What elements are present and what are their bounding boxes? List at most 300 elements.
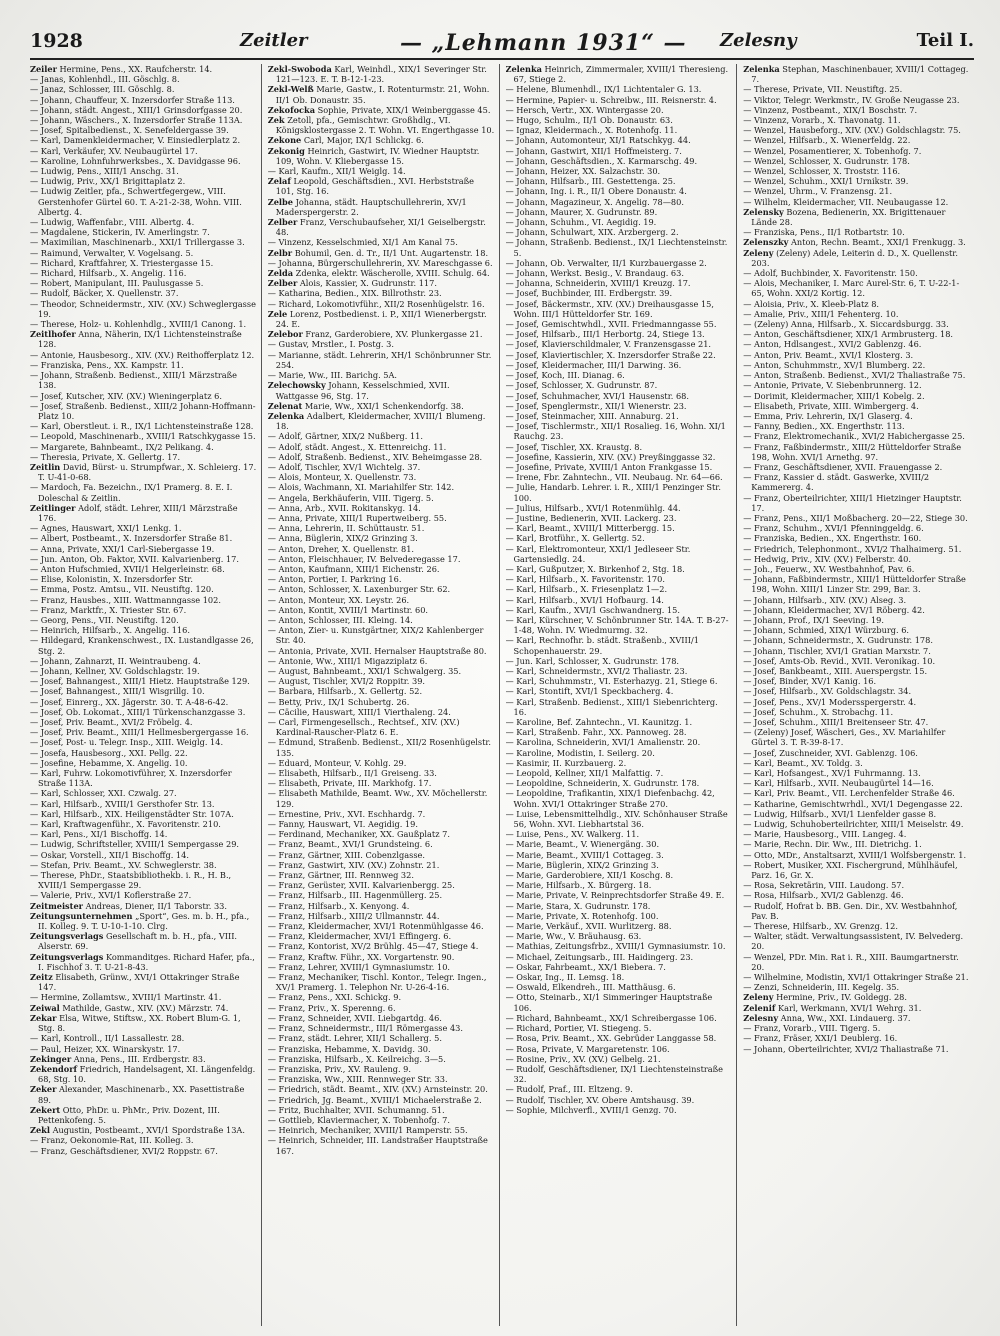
entry-surname: Zekert [30,1104,61,1115]
directory-entry: — Alois, Monteur, X. Quellenstr. 73. [267,472,417,483]
directory-entry: — Anton, Schlosser, III. Kleing. 14. [267,614,413,625]
directory-entry: — Franz, Priv., X. Sperenng. 6. [267,1002,396,1013]
directory-entry: — Johanna, Schneiderin, XVIII/1 Kreuzg. 17. [505,278,691,289]
directory-entry: Zelenat Marie, Ww., XXI/1 Schenkendorfg. 38. [267,400,464,411]
directory-entry: Zekl-Welß Marie, Gastw., I. Rotenturmstr. 21, Wohn. II/1 Ob. Donaustr. 35. [267,84,490,105]
directory-entry: Zekofocka Sophie, Private, XIX/1 Weinberggasse 45. [267,104,491,115]
directory-entry: — August, Tischler, XVI/2 Roppitr. 39. [267,676,426,687]
directory-entry: — Fanny, Hauswart, VI. Aegidig. 19. [267,819,418,830]
part-label: Teil I. [916,30,974,51]
directory-entry: — Joh., Feuerw., XV. Westbahnhof, Pav. 6. [743,563,915,574]
directory-entry: — Marie, Hausbesorg., VIII. Langeg. 4. [743,829,907,840]
directory-entry: — Karl, Gußputzer, X. Birkenhof 2, Stg. 18. [505,563,685,574]
page-year: 1928 [30,30,83,52]
directory-entry: — Jun. Karl, Schlosser, X. Gudrunstr. 178. [505,655,680,666]
directory-entry: — Franz, Geschäftsdiener, XVI/2 Roppstr. 67. [30,1145,218,1156]
directory-entry: — Josef, Schuhmacher, XVI/1 Hausenstr. 68. [505,390,689,401]
directory-entry: Zelaf Leopold, Geschäftsdien., XVI. Herbststraße 101, Stg. 16. [267,176,474,197]
directory-entry: — Wenzel, PDr. Min. Rat i. R., XIII. Baumgartnerstr. 20. [743,951,959,972]
directory-entry: — Johann, Schulwart, XIX. Arzbergerg. 2. [505,227,679,238]
directory-entry: Zekendorf Friedrich, Handelsagent, XI. Längenfeldg. 68, Stg. 10. [30,1063,256,1085]
directory-entry: — Josef, Einrerg., XX. Jägerstr. 30. T. A-48-6-42. [30,696,229,707]
directory-entry: — Franz, Mechaniker, Tischl. Kontor., Telegr. Ingen., XV/1 Pramerg. 1. Telephon Nr. U-26-4-16. [267,972,487,993]
directory-entry: — Sophie, Milchverfl., XVIII/1 Genzg. 70. [505,1104,677,1115]
directory-entry: — Ludwig, Hilfsarb., XVI/1 Lienfelder gasse 8. [743,808,937,819]
directory-entry: — Gottlieb, Klaviermacher, X. Tobenhofg. 7. [267,1114,450,1125]
entry-surname: Zekofocka [267,104,316,115]
directory-entry: — Franz, Pens., XXI. Schickg. 9. [267,992,402,1003]
directory-entry: Zelenka Heinrich, Zimmermaler, XVIII/1 Theresieng. 67, Stiege 2. [505,64,729,85]
directory-entry: — Marie, Garderobiere, XII/1 Koschg. 8. [505,870,674,881]
directory-entry: — Franz, Gärtner, XIII. Cobenzlgasse. [267,849,425,860]
directory-entry: — Johann, Gastwirt, XII/1 Hoffmeisterg. 7. [505,145,682,156]
directory-entry: — Karl, Verkäufer, XV. Neubaugürtel 17. [30,145,198,156]
directory-entry: — Robert, Manipulant, III. Paulusgasse 5. [30,278,204,289]
directory-entry: — Anna, Büglerin, XIX/2 Grinzing 3. [267,533,418,544]
directory-entry: — Johann, Wäschers., X. Inzersdorfer Straße 113A. [30,115,243,126]
directory-entry: — Johann, Automonteur, XI/1 Ratschkyg. 44. [505,135,691,146]
entry-surname: Zekl [30,1125,50,1136]
directory-entry: — Franz, Kraftw. Führ., XX. Vorgartenstr. 90. [267,951,455,962]
directory-entry: — Wenzel, Posamentierer, X. Tobenhofg. 7. [743,145,922,156]
directory-entry: Zeitmeister Andreas, Diener, II/1 Taborstr. 33. [30,900,227,911]
directory-entry: — Rudolf, Geschäftsdiener, IX/1 Liechtensteinstraße 32. [505,1063,723,1085]
directory-entry: — Cäcilie, Hauswart, XIII/1 Vierthaleng. 24. [267,706,451,717]
directory-entry: — Anton, Dreher, X. Quellenstr. 81. [267,543,415,554]
directory-entry: Zelbe Johanna, städt. Hauptschullehrerin, XV/1 Maderspergerstr. 2. [267,196,467,217]
directory-entry: Zek Zetoll, pfa., Gemischtwr. Großhdlg., VI. Königsklostergasse 2. T. Wohn. VI. Engerthgasse 10. [267,115,495,136]
directory-entry: — Fritz, Buchhalter, XVII. Schumanng. 51. [267,1104,445,1115]
entry-surname: Zelaf [267,176,291,187]
directory-entry: — Franz, Schneider, XVII. Liebgartdg. 46. [267,1012,442,1023]
directory-entry: — Justine, Bedienerin, XVII. Lackerg. 23. [505,512,677,523]
directory-entry: — Johann, Geschäftsdien., X. Karmarschg. 49. [505,155,698,166]
directory-entry: — Vinzenz, Vorarb., X. Thavonatg. 11. [743,115,901,126]
directory-entry: — Franz, Oberteilrichter, XIII/1 Hietzinger Hauptstr. 17. [743,492,962,513]
directory-entry: — Hersch, Vertr., XX. Wintergasse 20. [505,104,664,115]
directory-entry: — Johann, Faßbindermstr., XIII/1 Hütteldorfer Straße 198, Wohn. XIII/1 Linzer Str. 299, Bar. 3. [743,574,966,595]
directory-entry: — Wenzel, Schlosser, X. Gudrunstr. 178. [743,155,910,166]
directory-entry: — Franz, Beamt., XVI/1 Grundsteing. 6. [267,839,433,850]
directory-entry: — Franz, Vorarb., VIII. Tigerg. 5. [743,1023,881,1034]
directory-entry: — Heinrich, Mechaniker, XVIII/1 Ramperstr. 55. [267,1125,468,1136]
directory-entry: — Johann, Chauffeur, X. Inzersdorfer Straße 113. [30,94,235,105]
directory-entry: — Josefa, Hausbesorg., XXI. Pellg. 22. [30,747,188,758]
directory-entry: — Anton, Monteur, XX. Leystr. 26. [267,594,410,605]
directory-entry: — Marie, Verkäuf., XVII. Wurlitzerg. 88. [505,921,672,932]
directory-entry: — Friedrich, Jg. Beamt., XVIII/1 Michaelerstraße 2. [267,1094,482,1105]
directory-entry: Zelda Zdenka, elektr. Wäscherolle, XVIII. Schulg. 64. [267,268,490,279]
directory-entry: — Marie, Rechn. Dir. Ww., III. Dietrichg. 1. [743,839,922,850]
directory-entry: — Emma, Postz. Amtsu., VII. Neustiftg. 120. [30,584,214,595]
directory-entry: — Antonie, Hausbesorg., XIV. (XV.) Reithofferplatz 12. [30,349,255,360]
directory-entry: — Josef, Spitalbedienst., X. Senefeldergasse 39. [30,125,229,136]
entry-surname: Zeiler [30,64,57,74]
directory-column [30,64,262,1326]
directory-entry: Zekar Elsa, Witwe, Stiftsw., XX. Robert Blum-G. 1, Stg. 8. [30,1012,241,1034]
directory-entry: — Betty, Priv., IX/1 Schubertg. 26. [267,696,410,707]
entry-surname: Zelensky [743,206,784,217]
directory-entry: Zeitlin David, Bürst- u. Strumpfwar., X. Schleierg. 17. T. U-41-0-68. [30,461,257,483]
directory-entry: — Viktor, Telegr. Werkmstr., IV. Große Neugasse 23. [743,94,960,105]
directory-entry: Zeitungsverlags Kommanditges. Richard Hafer, pfa., I. Fischhof 3. T. U-21-8-43. [30,951,255,972]
directory-entry: — Alois, Wachmann, XI. Mariahilfer Str. 142. [267,482,455,493]
directory-entry: Zeitlinger Adolf, städt. Lehrer, XIII/1 Märzstraße 176. [30,502,238,523]
directory-entry: — Franz, Hilfsarb., III. Hagenmüllerg. 25. [267,890,443,901]
directory-entry: — Franz, Schneidermstr., III/1 Römergasse 43. [267,1023,463,1034]
directory-entry: — Anton, Straßenb. Bedienst., XVI/2 Thaliastraße 75. [743,370,966,381]
entry-surname: Zelber [267,278,298,289]
directory-entry: — Johann, Magazineur, X. Angelig. 78—80. [505,196,684,207]
directory-entry: — Franz, Oekonomie-Rat, III. Kolleg. 3. [30,1135,194,1146]
directory-entry: — Rosa, Hilfsarb., XVI/2 Gablenzg. 46. [743,890,904,901]
directory-entry: — Edmund, Straßenb. Bedienst., XII/2 Rosenhügelstr. 135. [267,737,492,758]
directory-entry: Zekert Otto, PhDr. u. PhMr., Priv. Dozent, III. Pettenkofeng. 5. [30,1104,220,1125]
entry-surname: Zelenszky [743,237,789,248]
directory-entry: — Wilhelm, Kleidermacher, VII. Neubaugasse 12. [743,196,949,207]
directory-entry: — Karoline, Lohnfuhrwerksbes., X. Davidgasse 96. [30,155,241,166]
directory-entry: — Karl, Beamt., XV. Toldg. 3. [743,757,863,768]
directory-entry: — Karl, Hilfsarb., X. Favoritenstr. 170. [505,574,665,585]
directory-entry: — Vinzenz, Postbeamt., XIX/1 Boschstr. 7. [743,104,918,115]
directory-entry: — Johann, Oberteilrichter, XVI/2 Thaliastraße 71. [743,1043,949,1054]
directory-entry: — Ludwig, Priv., XX/1 Brigittaplatz 2. [30,176,186,187]
directory-entry: — Karl, Priv. Beamt., VII. Lerchenfelder Straße 46. [743,788,955,799]
directory-entry: — Oswald, Elkendreh., III. Matthäusg. 6. [505,982,676,993]
directory-entry: — Heinrich, Schneider, III. Landstraßer Hauptstraße 167. [267,1135,488,1156]
directory-entry: — Karl, Damenkleidermacher, V. Einsiedlerplatz 2. [30,135,241,146]
directory-entry: — Anton, Portier, I. Parkring 16. [267,574,402,585]
directory-entry: — Elisabeth, Private, XIII. Wimbergerg. 4. [743,400,919,411]
directory-entry: — Therese, Private, VII. Neustiftg. 25. [743,84,903,95]
directory-entry: — Karl, Schlosser, XXI. Czwalg. 27. [30,788,177,799]
entry-surname: Zekl-Welß [267,84,314,95]
directory-entry: — Leopold, Maschinenarb., XVIII/1 Ratschkygasse 15. [30,431,256,442]
directory-entry: — Leopoldine, Trafikantin, XIX/1 Diefenbachg. 42, Wohn. XVI/1 Ottakringer Straße 270. [505,788,715,809]
directory-entry: — Josef, Pens., XV/1 Modersspergerstr. 4. [743,696,917,707]
directory-entry: — Karl, Kaufm., XII/1 Weiglg. 14. [267,166,406,177]
directory-entry: — Elise, Kolonistin, X. Inzersdorfer Str. [30,574,193,585]
directory-entry: — Hermine, Zollamtsw., XVIII/1 Martinstr. 41. [30,992,222,1003]
directory-entry: — Wenzel, Hausbeforg., XIV. (XV.) Goldschlagstr. 75. [743,125,961,136]
directory-entry: — Marie, Ww., III. Barichg. 5A. [267,370,398,381]
directory-entry: — Franziska, Hilfsarb., X. Keilreichg. 3—5. [267,1053,446,1064]
directory-entry: Zeiwal Mathilde, Gastw., XIV. (XV.) Märzstr. 74. [30,1002,229,1013]
directory-entry: — Karl, Hilfsarb., X. Friesenplatz 1—2. [505,584,668,595]
directory-entry: — Josef, Kleidermacher, III/1 Darwing. 36. [505,359,682,370]
directory-entry: — Josef, Priv. Beamt., XVI/2 Fröbelg. 4. [30,717,193,727]
directory-entry: — Elisabeth, Hilfsarb., II/1 Greiseng. 33. [267,768,437,779]
directory-entry: — Franziska, Ww., XIII. Rennweger Str. 33. [267,1074,448,1085]
directory-entry: — Amalie, Priv., XIII/1 Fehenterg. 10. [743,308,899,319]
directory-entry: — Josef, Amts-Ob. Revid., XVII. Veronikag. 10. [743,655,936,666]
directory-entry: — Josefine, Private, XVIII/1 Anton Frankgasse 15. [505,461,713,472]
directory-entry: — Josef, Ob. Lokomat., XIII/1 Türkenschanzgasse 3. [30,706,246,717]
directory-entry: — Antonia, Private, XVII. Hernalser Hauptstraße 80. [267,645,487,656]
directory-entry: — Mathias, Zeitungsfrbz., XVIII/1 Gymnasiumstr. 10. [505,941,726,952]
directory-entry: — Eduard, Monteur, V. Kohlg. 29. [267,757,407,768]
directory-entry: — Franz, städt. Lehrer, XII/1 Schallerg. 5. [267,1033,442,1044]
entry-surname: Zelber [267,217,298,228]
directory-entry: — Franz, Gärtner, III. Rennweg 32. [267,870,414,881]
directory-entry: — Antonie, Ww., XIII/1 Migazziplatz 6. [267,655,428,666]
directory-entry: — Jun. Anton, Ob. Faktor, XVII. Kalvarienberg. 17. [30,553,239,564]
directory-entry: — Franz, Gerüster, XVII. Kalvarienbergg. 25. [267,880,455,891]
directory-entry: — Johann, Heizer, XX. Salzachstr. 30. [505,166,661,177]
directory-entry: — Hedwig, Priv., XIV. (XV.) Felberstr. 40. [743,553,911,564]
directory-entry: — Josef, Tischler, XX. Kraustg. 8. [505,441,643,452]
directory-entry: — Rudolf, Praf., III. Eltzeng. 9. [505,1084,633,1095]
directory-entry: — Karl, Hilfsarb., XIX. Heiligenstädter Str. 107A. [30,808,234,819]
directory-entry: — Rosine, Priv., XV. (XV.) Gelbelg. 21. [505,1053,661,1064]
directory-entry: — Johann, Schneidermstr., X. Gudrunstr. 178. [743,635,933,646]
entry-surname: Zek [267,115,285,126]
entry-surname: Zelda [267,268,294,279]
directory-entry: — Josef, Schlosser, X. Gudrunstr. 87. [505,380,658,391]
directory-entry: — Anton, Kontit, XVIII/1 Martinstr. 60. [267,604,429,615]
directory-entry: — Karoline, Modistin, I. Seilerg. 20. [505,747,655,758]
directory-entry: — Therese, Holz- u. Kohlenhdlg., XVIII/1 Canong. 1. [30,319,247,330]
directory-entry: — Hermine, Papier- u. Schreibw., III. Reisnerstr. 4. [505,94,717,105]
directory-entry: Zelber Franz, Verschubaufseher, XI/1 Geiselbergstr. 48. [267,217,486,238]
directory-column [506,64,738,1326]
directory-entry: — Marie, Beamt., V. Wienergäng. 30. [505,839,660,850]
directory-entry: — Marianne, städt. Lehrerin, XH/1 Schönbrunner Str. 254. [267,349,492,370]
directory-entry: — Raimund, Verwalter, V. Vogelsang. 5. [30,247,194,258]
page-header [30,26,974,60]
entry-surname: Zeleny [743,992,774,1003]
directory-entry: — Richard, Lokomotivführ., XII/2 Rosenhügelstr. 16. [267,298,485,309]
directory-entry: — Janas, Kohlenhdl., III. Göschlg. 8. [30,74,180,85]
directory-entry: — Stefan, Priv. Beamt., XV. Schweglerstr. 38. [30,859,217,870]
directory-entry: — Karl, Hofsangest., XV/1 Fuhrmanng. 13. [743,768,921,779]
directory-entry: Zeitlhofer Anna, Näherin, IX/1 Lichtensteinstraße 128. [30,329,242,350]
last-entry-word: Zelesny [720,30,797,51]
entry-surname: Zekendorf [30,1063,78,1074]
directory-entry: — Franz, Kleidermacher, XVI/1 Effingerg. 6. [267,931,452,942]
directory-entry: — Johann, Straßenb. Bedienst., XIII/1 Märzstraße 138. [30,370,237,391]
directory-entry: — Marie, Stara, X. Gudrunstr. 178. [505,900,651,911]
directory-entry: — Anton, Schlosser, X. Laxenburger Str. 62. [267,584,451,595]
directory-entry: — Josef, Schuhm., XIII/1 Breitenseer Str. 47. [743,717,929,727]
directory-entry: — Josef, Hilfsarb., III/1 Herbortg. 24, Stiege 13. [505,329,705,340]
entry-surname: Zelenif [743,1002,776,1013]
directory-entry: — Rosa, Private, V. Margaretenstr. 106. [505,1043,670,1054]
directory-entry: — Rudolf, Bäcker, X. Quellenstr. 37. [30,288,179,299]
directory-entry: — Mardoch, Fa. Bezeichn., IX/1 Pramerg. 8. E. I. Doleschal & Zeitlin. [30,482,233,503]
directory-entry: — Oskar, Ing., II. Lemsg. 18. [505,972,625,983]
directory-entry: — Anton, Priv. Beamt., XVI/1 Klosterg. 3. [743,349,914,360]
directory-entry: — Anton, Zier- u. Kunstgärtner, XIX/2 Kahlenberger Str. 40. [267,625,484,646]
entry-surname: Zelechowsky [267,380,326,391]
directory-entry: — Magdalene, Stickerin, IV. Amerlingstr. 7. [30,227,210,238]
directory-entry: — Katharina, Bedien., XIX. Billrothstr. 23. [267,288,442,299]
directory-entry: Zekl-Swoboda Karl, Weinhdl., XIX/1 Severinger Str. 121—123. E. T. B-12-1-23. [267,64,487,85]
directory-entry: — Vinzenz, Kesselschmied, XI/1 Am Kanal 75. [267,237,458,248]
entry-surname: Zeker [30,1084,57,1095]
directory-entry: — Rosa, Sekretärin, VIII. Laudong. 57. [743,880,905,891]
directory-entry: — Johann, Hilfsarb., XIV. (XV.) Alseg. 3. [743,594,907,605]
directory-entry: — Karl, Beamt., XVIII/1 Mitterbergg. 15. [505,523,675,534]
directory-entry: — Johann, Schuhm., VI. Aegidig. 19. [505,217,657,228]
directory-entry: — Julie, Handarb. Lehrer. i. R., XIII/1 Penzinger Str. 100. [505,482,721,503]
directory-entry: — Ludwig, Pens., XIII/1 Anschg. 31. [30,166,179,177]
directory-entry: — Fanny, Bedien., XX. Engerthstr. 113. [743,421,905,432]
directory-entry: — Franz, Hilfsarb., X. Kenyong. 4. [267,900,410,911]
directory-entry: — Kasimir, II. Kurzbauerg. 2. [505,757,627,768]
publication-title: — „Lehmann 1931“ — [400,30,687,56]
entry-surname: Zelenka [505,64,542,74]
directory-entry: — Dorimit, Kleidermacher, XIII/1 Kobelg. 2. [743,390,925,401]
directory-entry: — Antonie, Private, V. Siebenbrunnerg. 12. [743,380,922,391]
entry-surname: Zekinger [30,1053,72,1064]
directory-entry: — Karolina, Schneiderin, XVI/1 Amalienstr. 20. [505,737,701,748]
entry-surname: Zeitlhofer [30,329,76,340]
directory-entry: — Oskar, Fahrbeamt., XX/1 Biebera. 7. [505,961,666,972]
directory-entry: — Wilhelmine, Modistin, XVI/1 Ottakringer Straße 21. [743,972,969,983]
directory-entry: Zelebor Franz, Garderobiere, XV. Plunkergasse 21. [267,329,483,340]
entry-surname: Zeitz [30,972,53,983]
directory-entry: — Ignaz, Kleidermach., X. Rotenhofg. 11. [505,125,678,136]
directory-entry: Zekl Augustin, Postbeamt., XVI/1 Spordstraße 13A. [30,1125,245,1136]
directory-entry: Zelenszky Anton, Rechn. Beamt., XXI/1 Frenkugg. 3. [743,237,966,248]
directory-entry: — Anton, Schuhmmstr., XV/1 Blumberg. 22. [743,359,926,370]
directory-entry: — Marie, Beamt., XVIII/1 Cottageg. 3. [505,849,664,860]
directory-entry: Zelechowsky Johann, Kesselschmied, XVII. Wattgasse 96, Stg. 17. [267,380,450,401]
directory-entry: — Josef, Bahnangest., XIII/1 Wisgrillg. 10. [30,686,205,697]
directory-entry: Zeleny Hermine, Priv., IV. Goldegg. 28. [743,992,907,1003]
directory-entry: — Josef, Gemischtwhdl., XVII. Friedmanngasse 55. [505,319,717,330]
entry-surname: Zeitungsunternehmen [30,910,133,921]
directory-entry: — Franz, Schuhm., XVI/1 Pfenninggeldg. 6. [743,523,924,534]
directory-entry: — Carl, Firmengesellsch., Rechtsef., XIV. (XV.) Kardinal-Rauscher-Platz 6. E. [267,717,460,738]
directory-entry: — Emma, Priv. Lehrerin, IX/1 Glaserg. 4. [743,410,913,421]
directory-entry: — Hildegard, Krankenschwest., IX. Lustandlgasse 26, Stg. 2. [30,635,254,656]
directory-entry: — Karl, Schuhmmstr., VI. Esterhazyg. 21, Stiege 6. [505,676,718,687]
directory-entry: — Therese, PhDr., Staatsbibliothekb. i. R., H. B., XVIII/1 Sempergasse 29. [30,870,232,891]
entry-surname: Zelbr [267,247,293,258]
directory-entry: — Irene, Fbr. Zahntechn., VII. Neubaug. Nr. 64—66. [505,472,723,483]
directory-entry: — Karoline, Bef. Zahntechn., VI. Kaunitzg. 1. [505,717,693,727]
directory-entry: — Josef, Straßenb. Bedienst., XIII/2 Johann-Hoffmann-Platz 10. [30,400,256,421]
directory-entry: — Oskar, Vorstell., XII/1 Bischoffg. 14. [30,849,189,860]
directory-entry: — Hugo, Schulm., II/1 Ob. Donaustr. 63. [505,115,673,126]
directory-entry: — Ludwig, Schriftsteller, XVIII/1 Sempergasse 29. [30,839,239,850]
directory-entry: — (Zeleny) Anna, Hilfsarb., X. Siccardsburgg. 33. [743,319,949,330]
directory-entry: — Franz, Hausbes., XIII. Wattmanngasse 102. [30,594,221,605]
directory-entry: — Barbara, Hilfsarb., X. Gellertg. 52. [267,686,423,697]
directory-entry: — Richard, Portier, VI. Stiegeng. 5. [505,1023,652,1034]
directory-column [268,64,500,1326]
entry-surname: Zele [267,308,288,319]
directory-entry: — Rudolf, Tischler, XV. Obere Amtshausg. 39. [505,1094,695,1105]
directory-entry: — Josef, Bahnangest., XIII/1 Hietz. Hauptstraße 129. [30,676,250,687]
directory-entry: — Johann, Maurer, X. Gudrunstr. 89. [505,206,658,217]
directory-columns [30,64,974,1326]
directory-entry: — Anna, Lehrerin, II. Schüttaustr. 51. [267,523,425,534]
directory-entry: — Ludwig, Waffenfabr., VIII. Albertg. 4. [30,217,195,228]
directory-entry: — Josef, Bankbeamt., XIII. Auerspergstr. 15. [743,665,928,676]
directory-entry: — Richard, Kraftfahrer, X. Triestergasse 15. [30,257,214,268]
directory-entry: — Robert, Musiker, XXI. Fischergrund, Mühlhäufel, Parz. 16, Gr. X. [743,859,958,881]
directory-entry: — Anton, Geschäftsdiener, XIX/1 Armbrusterg. 18. [743,329,954,340]
directory-entry: Zeiler Hermine, Pens., XX. Raufcherstr. 14. [30,64,213,74]
directory-entry: — Johann, Hilfsarb., III. Gestettenga. 25. [505,176,676,187]
directory-entry: Zekone Carl, Major, IX/1 Schlickg. 6. [267,135,424,146]
entry-surname: Zeitlinger [30,502,76,513]
directory-entry: — Richard, Bahnbeamt., XX/1 Schreibergasse 106. [505,1012,717,1023]
directory-entry: — Anna, Private, XXI/1 Carl-Siebergasse 19. [30,543,215,554]
directory-entry: — Johann, Schmied, XIX/1 Würzburg. 6. [743,625,910,636]
entry-surname: Zekonig [267,145,305,156]
directory-entry: — Karl, Rechnofhr. b. städt. Straßenb., XVIII/1 Schopenhauerstr. 29. [505,635,699,656]
directory-entry: — Josef, Priv. Beamt., XIII/1 Hellmesbergergasse 16. [30,727,249,738]
directory-entry: — Karl, Hilfsarb., XVI/1 Hofbaurg. 14. [505,594,664,605]
directory-entry: Zeker Alexander, Maschinenarb., XX. Pasettistraße 89. [30,1084,245,1105]
directory-entry: — Leopold, Kellner, XII/1 Malfattig. 7. [505,768,664,779]
directory-entry: Zelenif Karl, Werkmann, XVI/1 Wehrg. 31. [743,1002,922,1013]
directory-entry: — Anton, Fleischhauer, IV. Belvederegasse 17. [267,553,461,564]
directory-entry: — Wenzel, Schuhm., XXI/1 Urnikstr. 39. [743,176,909,187]
directory-entry: — Franz, Kontorist, XV/2 Brühlg. 45—47, Stiege 4. [267,941,479,952]
directory-entry: — Josef, Zuschneider, XVI. Gablenzg. 106. [743,747,918,758]
directory-entry: — Franziska, Priv., XV. Rauleng. 9. [267,1063,411,1074]
directory-entry: — Josef, Hilfsarb., XV. Goldschlagstr. 34. [743,686,912,697]
directory-entry: — Franz, Geschäftsdiener, XVII. Frauengasse 2. [743,461,943,472]
directory-entry: — August, Bahnbeamt., XXI/1 Schwalgerg. 35. [267,665,462,676]
directory-entry: — Otto, Steinarb., XI/1 Simmeringer Hauptstraße 106. [505,992,713,1013]
directory-entry: Zeitz Elisabeth, Grünw., XVI/1 Ottakringer Straße 147. [30,972,240,993]
directory-entry: — Valerie, Priv., XVI/1 Koflerstraße 27. [30,890,192,901]
entry-surname: Zeitlin [30,461,61,472]
directory-entry: — Josefine, Kassierin, XIV. (XV.) Preyßinggasse 32. [505,451,716,462]
directory-entry: — Johann, Werkst. Besig., V. Brandaug. 63. [505,268,684,279]
directory-entry: Zelensky Bozena, Bedienerin, XX. Brigittenauer Lände 28. [743,206,946,228]
directory-entry: — Franz, Lehrer, XVIII/1 Gymnasiumstr. 10. [267,961,451,972]
directory-entry: — Adolf, Tischler, XV/1 Wichtelg. 37. [267,461,421,472]
directory-entry: — Elisabeth, Private, III. Markhofg. 17. [267,778,432,789]
directory-entry: — Friedrich, städt. Beamt., XIV. (XV.) Arnsteinstr. 20. [267,1084,488,1095]
directory-entry: — Karl, Straßenb. Bedienst., XIII/1 Siebenrichterg. 16. [505,696,718,717]
directory-entry: — Karl, Stontift, XVI/1 Speckbacherg. 4. [505,686,674,697]
directory-entry: — Karl, Hilfsarb., XVII. Neubaugürtel 14—16. [743,778,934,789]
directory-entry: — Ernestine, Priv., XVI. Eschhardg. 7. [267,808,426,819]
directory-entry: — Johanna, Bürgerschullehrerin, XV. Mareschgasse 6. [267,257,493,268]
directory-entry: Zekinger Anna, Pens., III. Erdbergstr. 83. [30,1053,206,1064]
directory-entry: — Josef, Bäckermstr., XIV. (XV.) Dreihausgasse 15, Wohn. III/1 Hütteldorfer Str. 169. [505,298,714,319]
directory-entry: — Josef, Klavierschildmaler, V. Franzensgasse 21. [505,339,712,350]
directory-entry: — Josef, Spenglermstr., XII/1 Wienerstr. 23. [505,400,687,411]
directory-entry: — Johann, Tischler, XVI/1 Gratian Marxstr. 7. [743,645,931,656]
directory-entry: — Franz, Elektromechanik., XVI/2 Habichergasse 25. [743,431,965,442]
directory-entry: — Marie, Ww., V. Bräuhausg. 63. [505,931,642,942]
directory-entry: — Richard, Hilfsarb., X. Angelig. 116. [30,268,187,279]
directory-entry: — Johann, Prof., IX/1 Seeving. 19. [743,614,884,625]
directory-entry: — Ludwig Zeitler, pfa., Schwertfegergew., VIII. Gerstenhofer Gürtel 60. T. A-21-2-38, Wohn. VIII. Albertg. 4. [30,186,242,217]
directory-entry: — Margarete, Bahnbeamt., IX/2 Pelikang. 4. [30,441,214,452]
entry-surname: Zeleny [743,247,774,258]
directory-entry: — Georg, Pens., VII. Neustiftg. 120. [30,614,179,625]
directory-entry: — Wenzel, Uhrm., V. Franzensg. 21. [743,186,893,197]
directory-entry: — Theresia, Private, X. Gellertg. 17. [30,451,181,462]
directory-entry: — Franz, Faßbindermstr., XIII/2 Hütteldorfer Straße 198, Wohn. XVI/1 Arnethg. 97. [743,441,962,462]
directory-entry: — Josef, Post- u. Telegr. Insp., XIII. Weiglg. 14. [30,737,224,748]
directory-entry: — Franz, Marktfr., X. Triester Str. 67. [30,604,187,615]
directory-entry: — Anna, Private, XIII/1 Rupertweiberg. 55. [267,512,447,523]
directory-entry: — Johann, Straßenb. Bedienst., IX/1 Liechtensteinstr. 5. [505,237,728,258]
directory-entry: — Marie, Private, X. Rotenhofg. 100. [505,910,659,921]
directory-entry: — Theodor, Schneidermstr., XIV. (XV.) Schweglergasse 19. [30,298,256,319]
